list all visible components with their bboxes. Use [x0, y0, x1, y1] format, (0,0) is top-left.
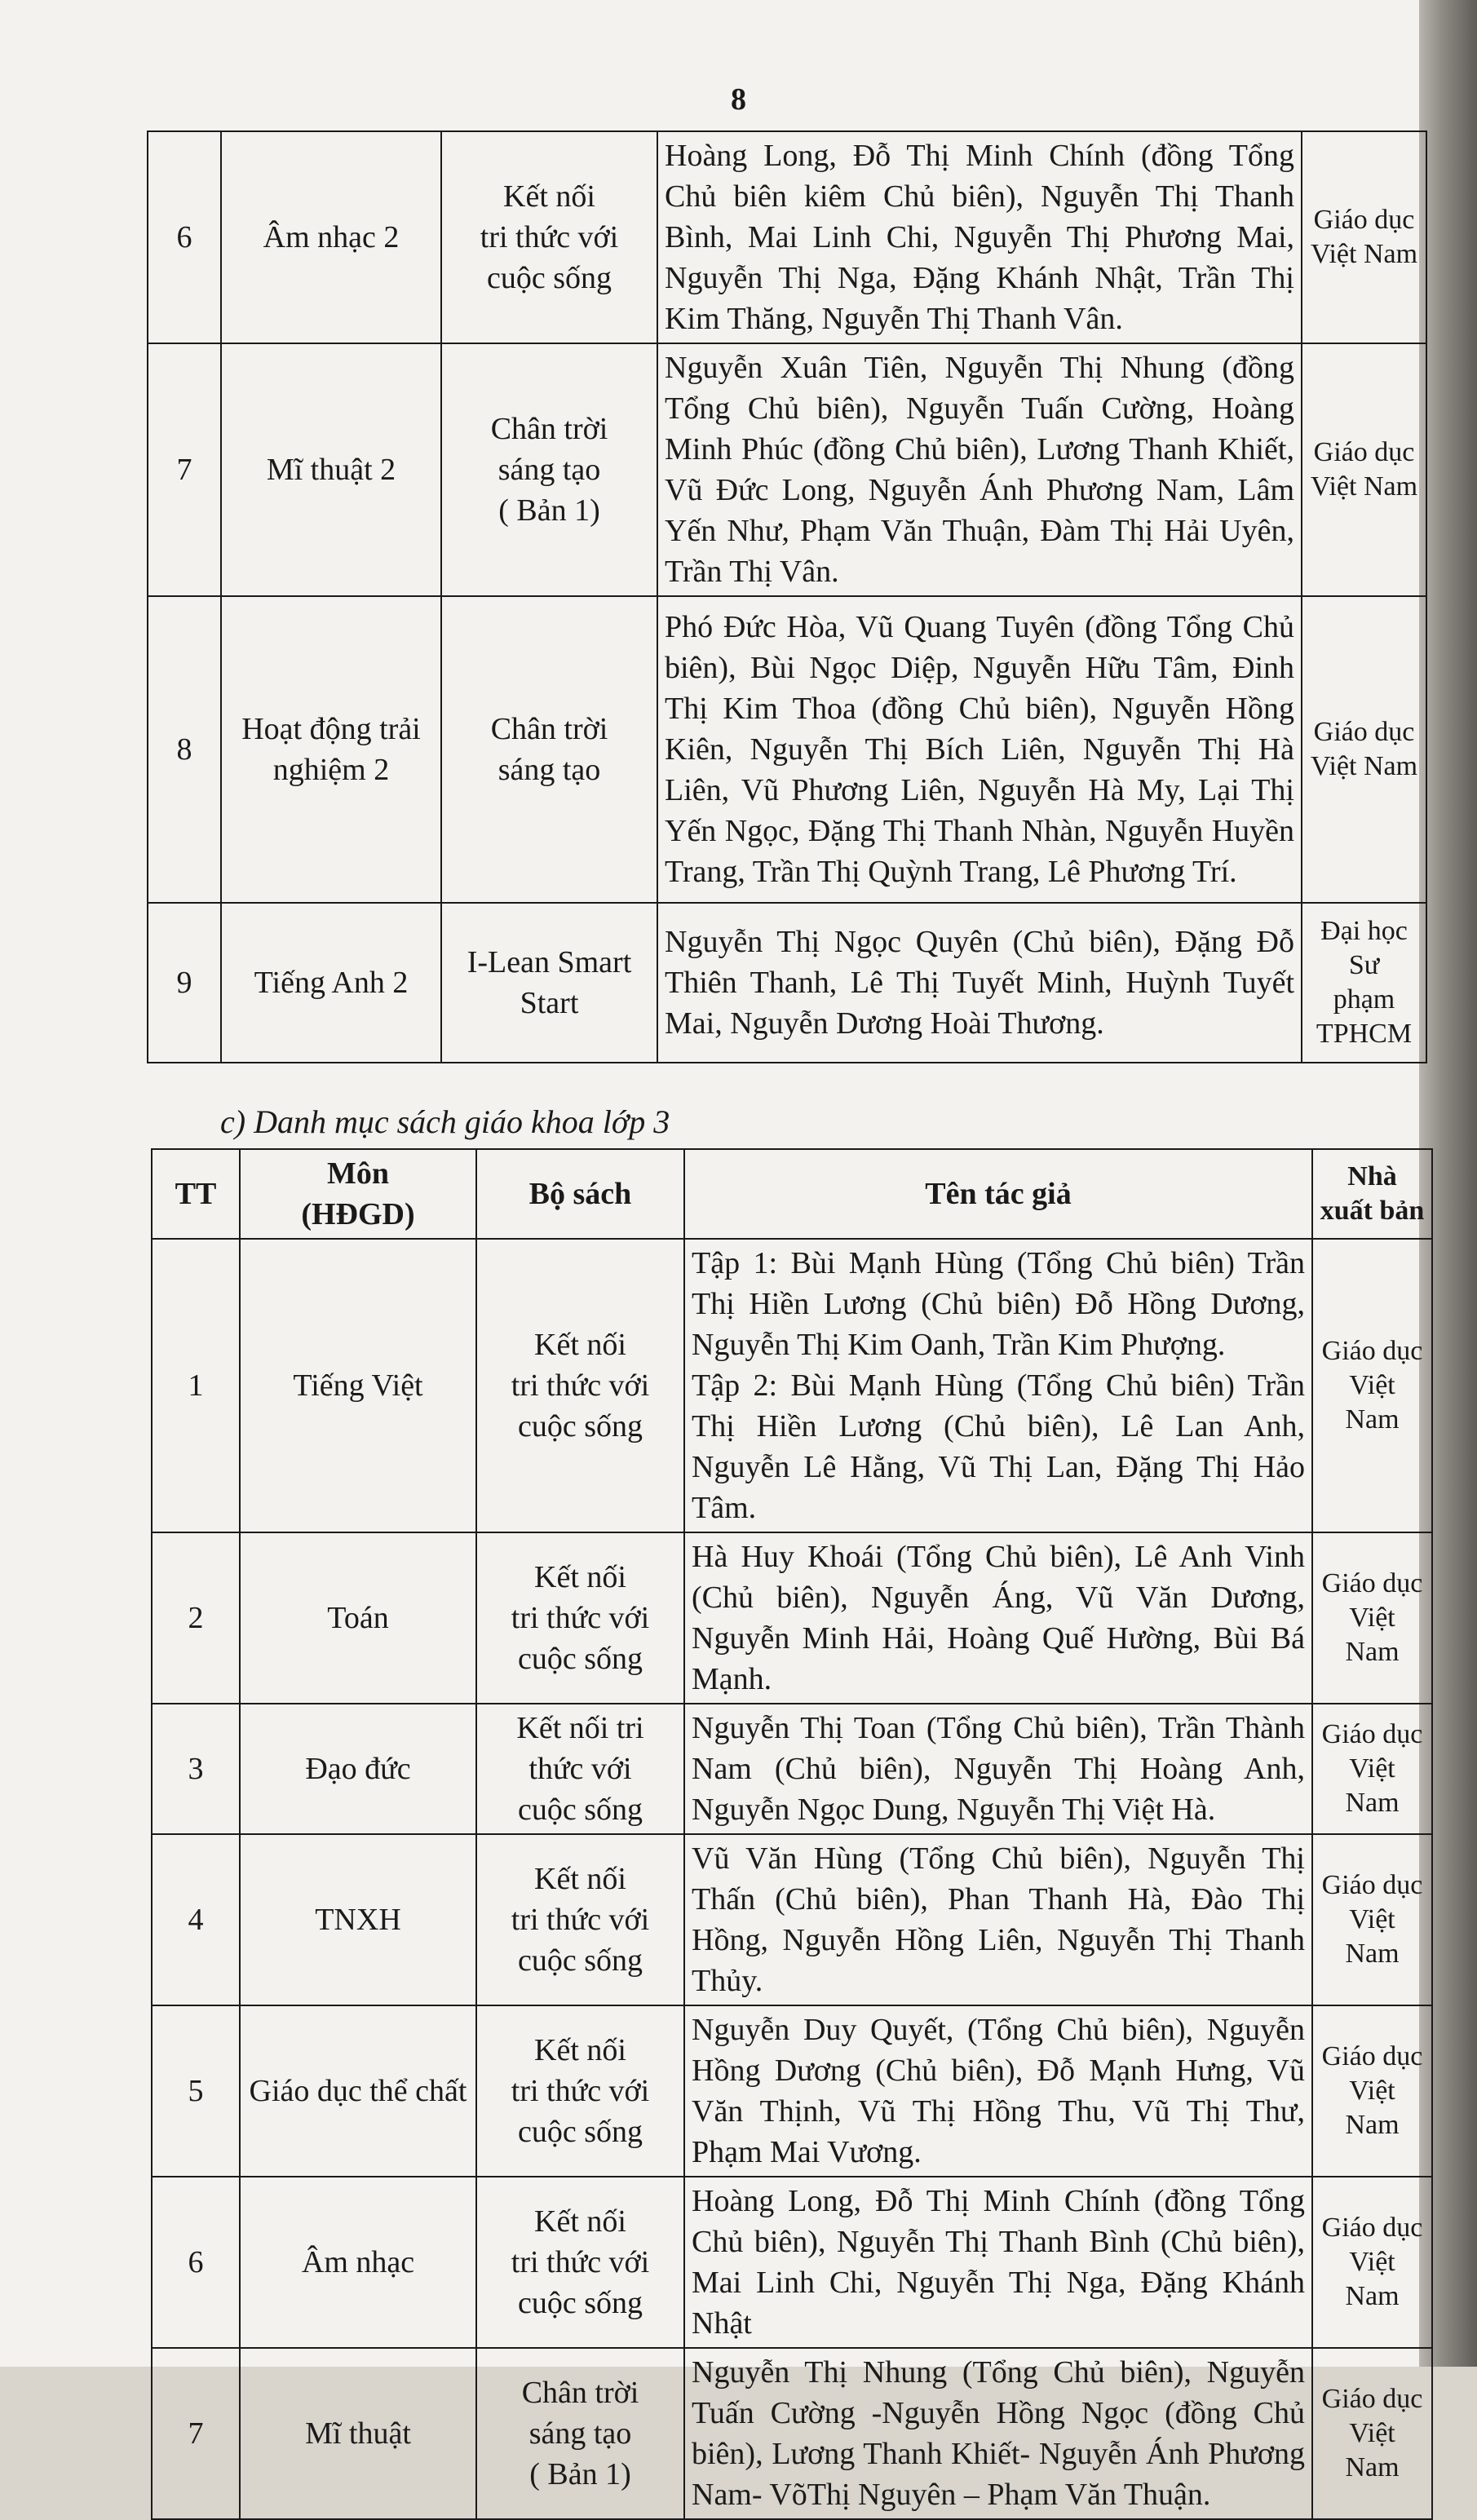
series-cell: I-Lean Smart Start: [441, 903, 657, 1063]
table-row: [152, 1239, 1432, 1532]
row-number: 2: [152, 1532, 240, 1704]
authors-cell: Vũ Văn Hùng (Tổng Chủ biên), Nguyễn Thị Thấn (Chủ biên), Phan Thanh Hà, Đào Thị Hồng, Nguyễn Hồng Liên, Nguyễn Thị Thanh Thủy.: [684, 1834, 1312, 2005]
subject-cell: Đạo đức: [240, 1704, 476, 1834]
table-row: [152, 2348, 1432, 2519]
series-cell: Chân trời sáng tạo: [441, 596, 657, 903]
publisher-cell: Giáo dục Việt Nam: [1302, 596, 1426, 903]
publisher-cell: Giáo dục Việt Nam: [1312, 2348, 1432, 2519]
subject-cell: Toán: [240, 1532, 476, 1704]
series-cell: Chân trời sáng tạo ( Bản 1): [441, 343, 657, 596]
header-subject: Môn (HĐGD): [240, 1149, 476, 1239]
publisher-cell: Giáo dục Việt Nam: [1302, 131, 1426, 343]
table-row: [148, 596, 1426, 903]
subject-cell: Giáo dục thể chất: [240, 2005, 476, 2177]
series-cell: Chân trời sáng tạo ( Bản 1): [476, 2348, 684, 2519]
publisher-cell: Giáo dục Việt Nam: [1312, 1239, 1432, 1532]
publisher-cell: Đại học Sư phạm TPHCM: [1302, 903, 1426, 1063]
series-cell: Kết nối tri thức với cuộc sống: [476, 1532, 684, 1704]
header-publisher: Nhà xuất bản: [1312, 1149, 1432, 1239]
subject-cell: Mĩ thuật 2: [221, 343, 441, 596]
table-row: [148, 131, 1426, 343]
authors-cell: Hà Huy Khoái (Tổng Chủ biên), Lê Anh Vinh (Chủ biên), Nguyễn Áng, Vũ Văn Dương, Nguyễn Minh Hải, Hoàng Quế Hường, Bùi Bá Mạnh.: [684, 1532, 1312, 1704]
authors-cell: Hoàng Long, Đỗ Thị Minh Chính (đồng Tổng Chủ biên), Nguyễn Thị Thanh Bình (Chủ biên), Mai Linh Chi, Nguyễn Thị Nga, Đặng Khánh Nhật: [684, 2177, 1312, 2348]
subject-cell: Âm nhạc 2: [221, 131, 441, 343]
row-number: 7: [152, 2348, 240, 2519]
header-tt: TT: [152, 1149, 240, 1239]
publisher-cell: Giáo dục Việt Nam: [1312, 2177, 1432, 2348]
row-number: 3: [152, 1704, 240, 1834]
row-number: 8: [148, 596, 221, 903]
table-row: [152, 1704, 1432, 1834]
publisher-cell: Giáo dục Việt Nam: [1302, 343, 1426, 596]
subject-cell: Hoạt động trải nghiệm 2: [221, 596, 441, 903]
publisher-cell: Giáo dục Việt Nam: [1312, 1704, 1432, 1834]
row-number: 1: [152, 1239, 240, 1532]
series-cell: Kết nối tri thức với cuộc sống: [476, 2005, 684, 2177]
section-title: c) Danh mục sách giáo khoa lớp 3: [220, 1103, 670, 1140]
subject-cell: Tiếng Anh 2: [221, 903, 441, 1063]
series-cell: Kết nối tri thức với cuộc sống: [476, 2177, 684, 2348]
series-cell: Kết nối tri thức với cuộc sống: [476, 1704, 684, 1834]
row-number: 6: [148, 131, 221, 343]
authors-cell: Nguyễn Duy Quyết, (Tổng Chủ biên), Nguyễn Hồng Dương (Chủ biên), Đỗ Mạnh Hưng, Vũ Văn Thịnh, Vũ Thị Hồng Thu, Vũ Thị Thư, Phạm Mai Vương.: [684, 2005, 1312, 2177]
table-row: [152, 2005, 1432, 2177]
header-authors: Tên tác giả: [684, 1149, 1312, 1239]
row-number: 4: [152, 1834, 240, 2005]
page-number: 8: [731, 82, 746, 117]
series-cell: Kết nối tri thức với cuộc sống: [441, 131, 657, 343]
row-number: 5: [152, 2005, 240, 2177]
series-cell: Kết nối tri thức với cuộc sống: [476, 1239, 684, 1532]
grade3-textbook-table: [151, 1148, 1433, 2520]
row-number: 9: [148, 903, 221, 1063]
publisher-cell: Giáo dục Việt Nam: [1312, 2005, 1432, 2177]
row-number: 7: [148, 343, 221, 596]
authors-cell: Nguyễn Thị Toan (Tổng Chủ biên), Trần Thành Nam (Chủ biên), Nguyễn Thị Hoàng Anh, Nguyễn Ngọc Dung, Nguyễn Thị Việt Hà.: [684, 1704, 1312, 1834]
authors-cell: Tập 1: Bùi Mạnh Hùng (Tổng Chủ biên) Trần Thị Hiền Lương (Chủ biên) Đỗ Hồng Dương, Nguyễn Thị Kim Oanh, Trần Kim Phượng. Tập 2: Bùi Mạnh Hùng (Tổng Chủ biên) Trần Thị Hiền Lương (Chủ biên), Lê Lan Anh, Nguyễn Lê Hằng, Vũ Thị Lan, Đặng Thị Hảo Tâm.: [684, 1239, 1312, 1532]
table-row: [148, 343, 1426, 596]
header-series: Bộ sách: [476, 1149, 684, 1239]
authors-cell: Phó Đức Hòa, Vũ Quang Tuyên (đồng Tổng Chủ biên), Bùi Ngọc Diệp, Nguyễn Hữu Tâm, Đinh Thị Kim Thoa (đồng Chủ biên), Nguyễn Hồng Kiên, Nguyễn Thị Bích Liên, Nguyễn Thị Hà Liên, Vũ Phương Liên, Nguyễn Hà My, Lại Thị Yến Ngọc, Đặng Thị Thanh Nhàn, Nguyễn Huyền Trang, Trần Thị Quỳnh Trang, Lê Phương Trí.: [657, 596, 1302, 903]
table-header-row: [152, 1149, 1432, 1239]
authors-cell: Nguyễn Xuân Tiên, Nguyễn Thị Nhung (đồng Tổng Chủ biên), Nguyễn Tuấn Cường, Hoàng Minh Phúc (đồng Chủ biên), Lương Thanh Khiết, Vũ Đức Long, Nguyễn Ánh Phương Nam, Lâm Yến Như, Phạm Văn Thuận, Đàm Thị Hải Uyên, Trần Thị Vân.: [657, 343, 1302, 596]
subject-cell: Âm nhạc: [240, 2177, 476, 2348]
grade2-textbook-table: [147, 130, 1427, 1063]
publisher-cell: Giáo dục Việt Nam: [1312, 1834, 1432, 2005]
table-row: [152, 1532, 1432, 1704]
publisher-cell: Giáo dục Việt Nam: [1312, 1532, 1432, 1704]
table-row: [148, 903, 1426, 1063]
authors-cell: Nguyễn Thị Ngọc Quyên (Chủ biên), Đặng Đỗ Thiên Thanh, Lê Thị Tuyết Minh, Huỳnh Tuyết Mai, Nguyễn Dương Hoài Thương.: [657, 903, 1302, 1063]
authors-cell: Hoàng Long, Đỗ Thị Minh Chính (đồng Tổng Chủ biên kiêm Chủ biên), Nguyễn Thị Thanh Bình, Mai Linh Chi, Nguyễn Thị Phương Mai, Nguyễn Thị Nga, Đặng Khánh Nhật, Trần Thị Kim Thăng, Nguyễn Thị Thanh Vân.: [657, 131, 1302, 343]
row-number: 6: [152, 2177, 240, 2348]
subject-cell: TNXH: [240, 1834, 476, 2005]
series-cell: Kết nối tri thức với cuộc sống: [476, 1834, 684, 2005]
table-row: [152, 2177, 1432, 2348]
subject-cell: Tiếng Việt: [240, 1239, 476, 1532]
table-row: [152, 1834, 1432, 2005]
subject-cell: Mĩ thuật: [240, 2348, 476, 2519]
authors-cell: Nguyễn Thị Nhung (Tổng Chủ biên), Nguyễn Tuấn Cường -Nguyễn Hồng Ngọc (đồng Chủ biên), Lương Thanh Khiết- Nguyễn Ánh Phương Nam- VõThị Nguyên – Phạm Văn Thuận.: [684, 2348, 1312, 2519]
